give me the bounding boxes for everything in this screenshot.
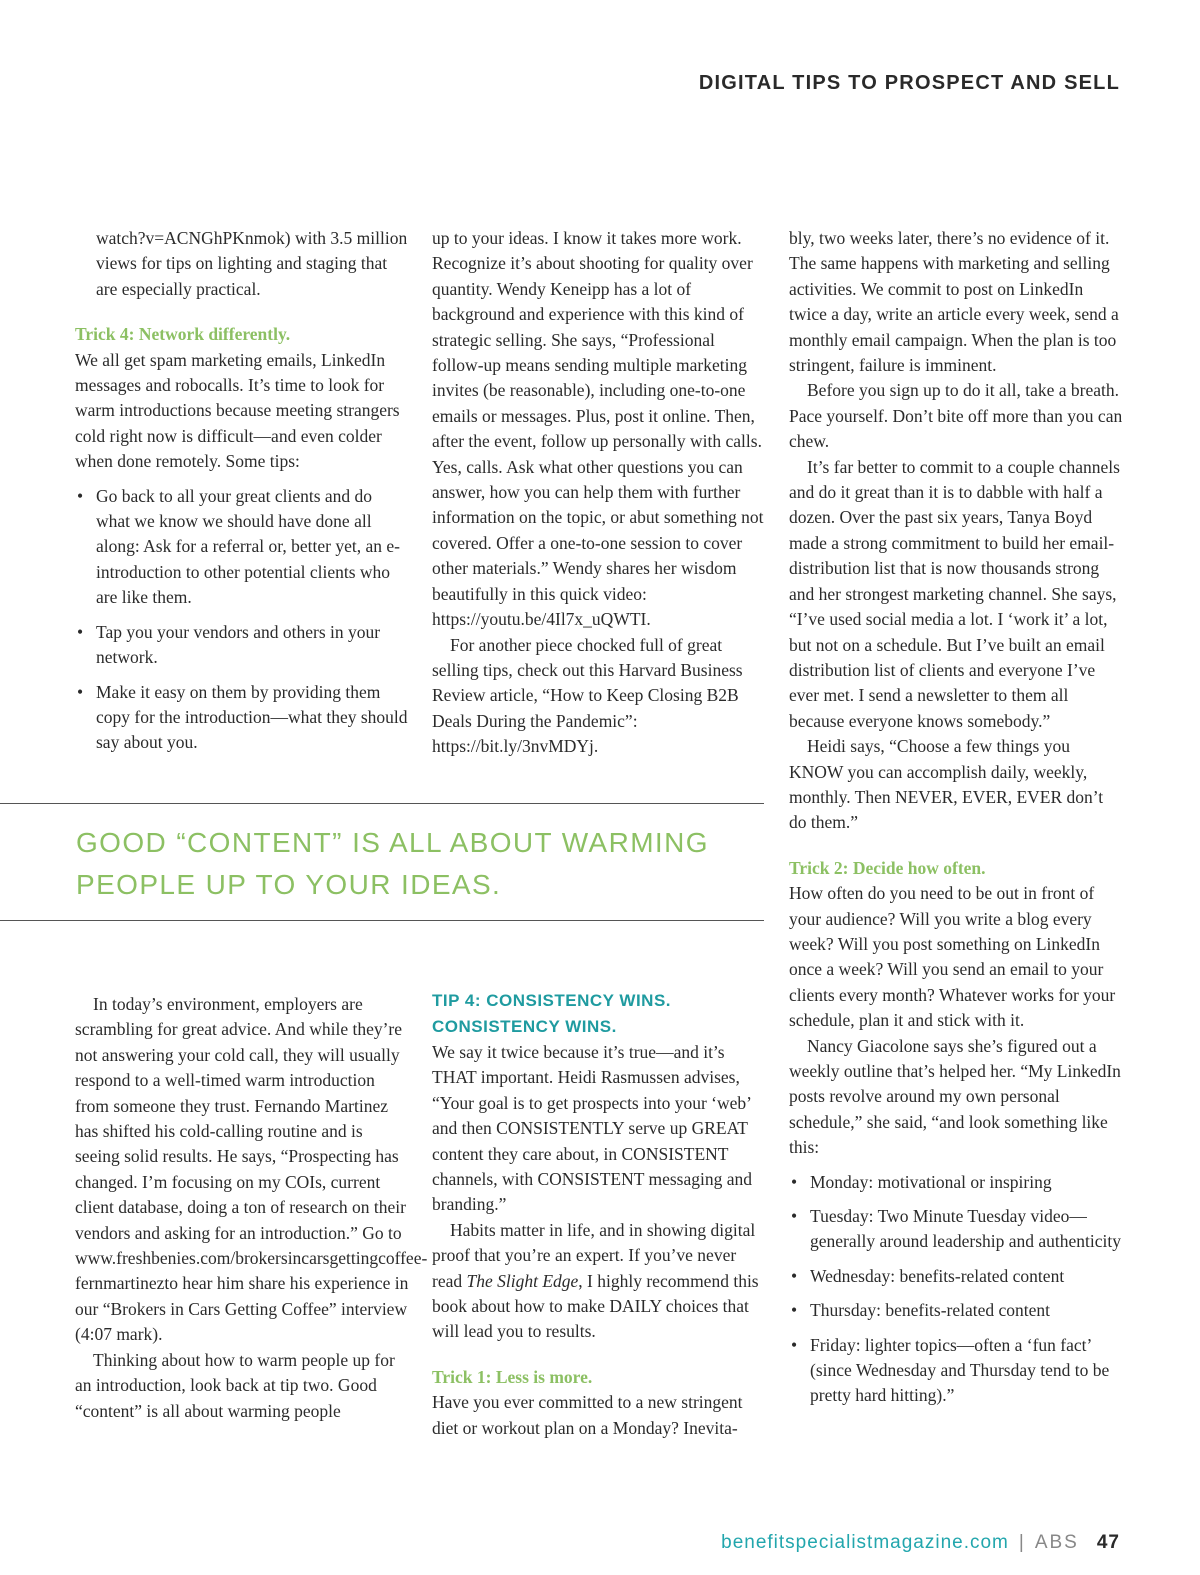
trick-2-body: How often do you need to be out in front of your audience? Will you write a blog every week? Will you post something on LinkedIn once a week? Will you send an email to your clients every month? Whatever works for your schedule, plan it and stick with it.	[789, 883, 1116, 1031]
paragraph-intro-cont: watch?v=ACNGhPKnmok) with 3.5 million views for tips on lighting and staging that are especially practical.	[96, 228, 408, 299]
column-1-bottom	[75, 992, 428, 1424]
tips-list	[75, 484, 408, 756]
list-item: • Friday: lighter topics—often a ‘fun fact’ (since Wednesday and Thursday tend to be pretty hard hitting).”	[789, 1333, 1123, 1409]
running-header: DIGITAL TIPS TO PROSPECT AND SELL	[698, 72, 1120, 94]
paragraph: Habits matter in life, and in showing digital proof that you’re an expert. If you’ve never read The Slight Edge, I highly recommend this book about how to make DAILY choices that will lead you to results.	[432, 1219, 759, 1342]
trick-4-heading: Trick 4: Network differently.	[75, 324, 291, 345]
book-title: The Slight Edge	[466, 1270, 579, 1291]
paragraph: In today’s environment, employers are scrambling for great advice. And while they’re not answering your cold call, they will usually respond to a well-timed warm introduction from someone they trust. Fernando Martinez has shifted his cold-calling routine and is seeing solid results. He says, “Prospecting has changed. I’m focusing on my COIs, current client database, doing a ton of research on their vendors and asking for an introduction.” Go to www.freshbenies.com/brokersincarsgettingcoffee-fernmartinezto hear him share his experience in our “Brokers in Cars Getting Coffee” interview (4:07 mark).	[75, 994, 428, 1345]
list-item: • Make it easy on them by providing them copy for the introduction—what they should say about you.	[75, 680, 408, 756]
pull-quote: GOOD “CONTENT” IS ALL ABOUT WARMING PEOPLE UP TO YOUR IDEAS.	[76, 827, 709, 900]
tip-4-heading: TIP 4: CONSISTENCY WINS. CONSISTENCY WINS.	[432, 991, 672, 1036]
paragraph: Before you sign up to do it all, take a breath. Pace yourself. Don’t bite off more than you can chew.	[789, 380, 1123, 452]
footer-section: ABS	[1034, 1532, 1079, 1553]
page-number: 47	[1096, 1532, 1120, 1553]
trick-2-heading: Trick 2: Decide how often.	[789, 857, 986, 878]
paragraph: We say it twice because it’s true—and it’s THAT important. Heidi Rasmussen advises, “Your goal is to get prospects into your ‘web’ and then CONSISTENTLY serve up GREAT content they care about, in CONSISTENT channels, with CONSISTENT messaging and branding.”	[432, 1042, 752, 1215]
column-1-top	[75, 226, 408, 765]
list-item: • Tap you your vendors and others in your network.	[75, 620, 408, 671]
paragraph: Thinking about how to warm people up for an introduction, look back at tip two. Good “content” is all about warming people	[75, 1349, 395, 1421]
page-footer	[721, 1532, 1120, 1554]
trick-4-body: We all get spam marketing emails, LinkedIn messages and robocalls. It’s time to look for warm introductions because meeting strangers cold right now is difficult—and even colder when done remotely. Some tips:	[75, 349, 400, 472]
paragraph: Nancy Giacolone says she’s figured out a weekly outline that’s helped her. “My LinkedIn posts revolve around my own personal schedule,” she said, “and look something like this:	[789, 1035, 1121, 1158]
schedule-list	[789, 1170, 1123, 1409]
paragraph: It’s far better to commit to a couple channels and do it great than it is to dabble with half a dozen. Over the past six years, Tanya Boyd made a strong commitment to build her email-distribution list that is now thousands strong and her strongest marketing channel. She says, “I’ve used social media a lot. I ‘work it’ a lot, but not on a schedule. But I’ve built an email distribution list of clients and everyone I’ve ever met. I send a newsletter to them all because everyone knows somebody.”	[789, 456, 1120, 731]
footer-website: benefitspecialistmagazine.com	[721, 1532, 1009, 1553]
list-item: • Go back to all your great clients and do what we know we should have done all along: Ask for a referral or, better yet, an e-introduction to other potential clients who are like them.	[75, 484, 408, 611]
paragraph: up to your ideas. I know it takes more work. Recognize it’s about shooting for quality over quantity. Wendy Keneipp has a lot of background and experience with this kind of strategic selling. She says, “Professional follow-up means sending multiple marketing invites (be reasonable), including one-to-one emails or messages. Plus, post it online. Then, after the event, follow up personally with calls. Yes, calls. Ask what other questions you can answer, how you can help them with further information on the topic, or abut something not covered. Offer a one-to-one session to cover other materials.” Wendy shares her wisdom beautifully in this quick video: https://youtu.be/4Il7x_uQWTI.	[432, 228, 764, 630]
list-item: • Thursday: benefits-related content	[789, 1298, 1123, 1323]
paragraph: bly, two weeks later, there’s no evidence of it. The same happens with marketing and selling activities. We commit to post on LinkedIn twice a day, write an article every week, send a monthly email campaign. When the plan is too stringent, failure is imminent.	[789, 228, 1119, 376]
list-item: • Wednesday: benefits-related content	[789, 1264, 1123, 1289]
pull-quote-bottom-rule	[0, 920, 764, 921]
column-2-bottom	[432, 988, 766, 1441]
footer-separator: |	[1018, 1532, 1025, 1553]
list-item: • Tuesday: Two Minute Tuesday video—generally around leadership and authenticity	[789, 1204, 1123, 1255]
column-2-top	[432, 226, 766, 760]
pull-quote-top-rule	[0, 803, 764, 804]
column-3	[789, 226, 1123, 1418]
list-item: • Monday: motivational or inspiring	[789, 1170, 1123, 1195]
paragraph: Heidi says, “Choose a few things you KNOW you can accomplish daily, weekly, monthly. Then NEVER, EVER, EVER don’t do them.”	[789, 736, 1104, 833]
trick-1-heading: Trick 1: Less is more.	[432, 1366, 593, 1387]
paragraph: For another piece chocked full of great selling tips, check out this Harvard Business Review article, “How to Keep Closing B2B Deals During the Pandemic”: https://bit.ly/3nvMDYj.	[432, 634, 743, 757]
trick-1-body: Have you ever committed to a new stringent diet or workout plan on a Monday? Inevita-	[432, 1392, 743, 1438]
